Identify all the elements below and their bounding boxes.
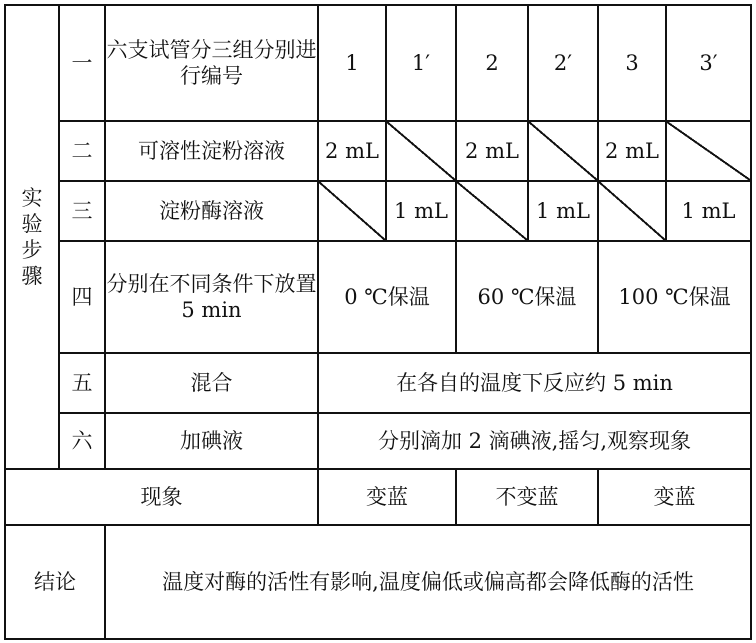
starch-amount: 2 mL xyxy=(456,121,528,181)
tube-id: 2 xyxy=(456,5,528,121)
step-text: 六支试管分三组分别进行编号 xyxy=(105,5,318,121)
step-text: 分别在不同条件下放置 5 min xyxy=(105,241,318,353)
step-row-6 xyxy=(5,413,751,469)
step-row-1 xyxy=(5,5,751,121)
step-number: 三 xyxy=(59,181,105,241)
iodine-description: 分别滴加 2 滴碘液,摇匀,观察现象 xyxy=(318,413,751,469)
mix-description: 在各自的温度下反应约 5 min xyxy=(318,353,751,413)
phenomenon-label: 现象 xyxy=(5,469,318,525)
experiment-table xyxy=(4,4,752,640)
empty-cell-diagonal xyxy=(528,121,598,181)
temperature-cell: 100 ℃保温 xyxy=(598,241,751,353)
step-row-5 xyxy=(5,353,751,413)
step-text: 混合 xyxy=(105,353,318,413)
empty-cell-diagonal xyxy=(598,181,666,241)
phenomenon-cell: 不变蓝 xyxy=(456,469,598,525)
side-label-cell xyxy=(5,5,59,469)
conclusion-row xyxy=(5,525,751,639)
step-text: 可溶性淀粉溶液 xyxy=(105,121,318,181)
tube-id: 1′ xyxy=(386,5,456,121)
phenomenon-row xyxy=(5,469,751,525)
step-text: 淀粉酶溶液 xyxy=(105,181,318,241)
empty-cell-diagonal xyxy=(318,181,386,241)
step-text: 加碘液 xyxy=(105,413,318,469)
step-row-2 xyxy=(5,121,751,181)
tube-id: 1 xyxy=(318,5,386,121)
empty-cell-diagonal xyxy=(386,121,456,181)
step-row-3 xyxy=(5,181,751,241)
tube-id: 3′ xyxy=(666,5,751,121)
conclusion-label: 结论 xyxy=(5,525,105,639)
step-number: 六 xyxy=(59,413,105,469)
empty-cell-diagonal xyxy=(456,181,528,241)
step-row-4 xyxy=(5,241,751,353)
enzyme-amount: 1 mL xyxy=(666,181,751,241)
step-number: 一 xyxy=(59,5,105,121)
phenomenon-cell: 变蓝 xyxy=(318,469,456,525)
step-number: 二 xyxy=(59,121,105,181)
empty-cell-diagonal xyxy=(666,121,751,181)
starch-amount: 2 mL xyxy=(598,121,666,181)
enzyme-amount: 1 mL xyxy=(386,181,456,241)
conclusion-text: 温度对酶的活性有影响,温度偏低或偏高都会降低酶的活性 xyxy=(105,525,751,639)
temperature-cell: 0 ℃保温 xyxy=(318,241,456,353)
tube-id: 3 xyxy=(598,5,666,121)
side-label: 实验步骤 xyxy=(21,185,43,289)
temperature-cell: 60 ℃保温 xyxy=(456,241,598,353)
starch-amount: 2 mL xyxy=(318,121,386,181)
enzyme-amount: 1 mL xyxy=(528,181,598,241)
step-number: 四 xyxy=(59,241,105,353)
step-number: 五 xyxy=(59,353,105,413)
phenomenon-cell: 变蓝 xyxy=(598,469,751,525)
tube-id: 2′ xyxy=(528,5,598,121)
